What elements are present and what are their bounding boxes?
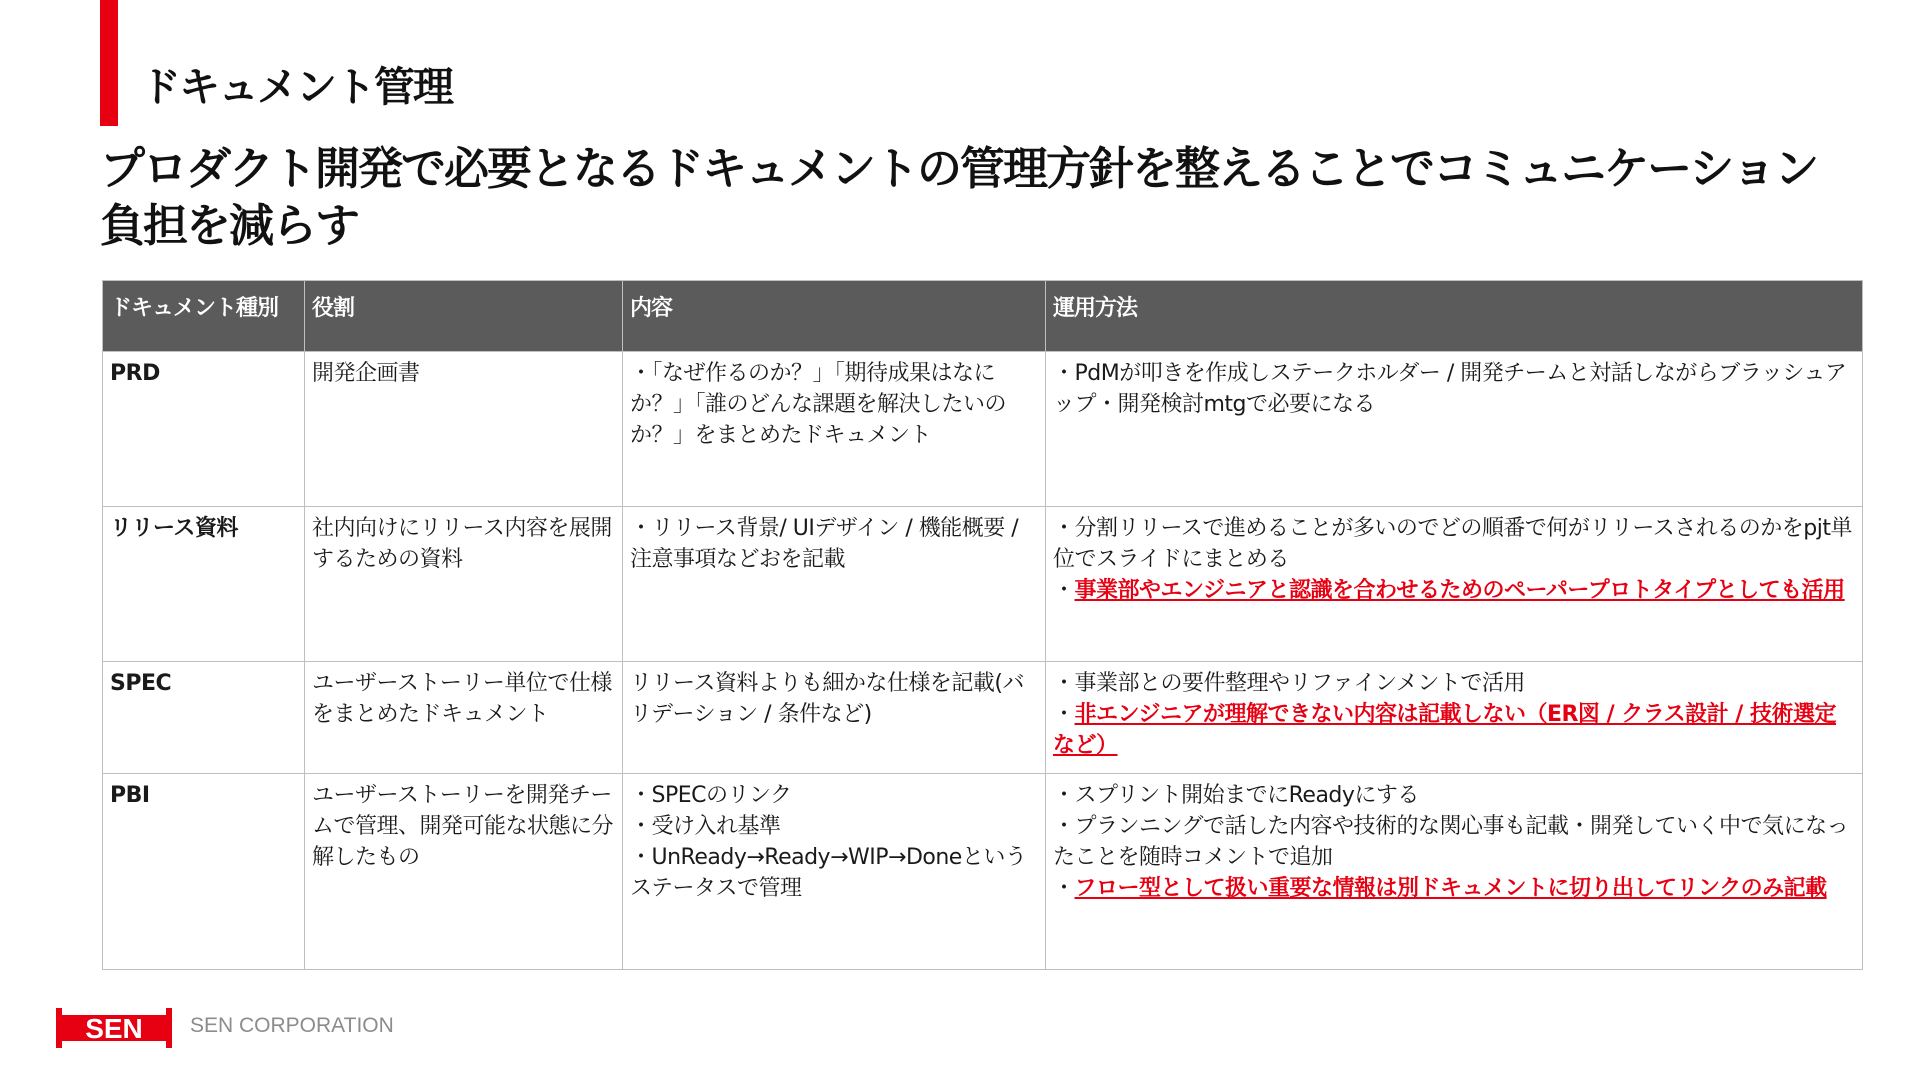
table-row-prd	[103, 352, 1863, 507]
cell-content	[623, 662, 1046, 774]
operation-line: ・スプリント開始までにReadyにする	[1053, 783, 1419, 808]
table-row-spec	[103, 662, 1863, 774]
content-line: ・SPECのリンク	[630, 783, 792, 808]
operation-highlight: フロー型として扱い重要な情報は別ドキュメントに切り出してリンクのみ記載	[1074, 876, 1827, 901]
operation-highlight: 事業部やエンジニアと認識を合わせるためのペーパープロトタイプとしても活用	[1074, 578, 1845, 603]
accent-bar	[100, 0, 118, 126]
operation-highlight-line: ・事業部やエンジニアと認識を合わせるためのペーパープロトタイプとしても活用	[1053, 578, 1845, 603]
company-name: SEN CORPORATION	[190, 1014, 394, 1037]
cell-operation	[1046, 507, 1863, 662]
content-line: ・リリース背景/ UIデザイン / 機能概要 / 注意事項などおを記載	[630, 516, 1019, 572]
table-row-pbi	[103, 774, 1863, 970]
operation-line: ・分割リリースで進めることが多いのでどの順番で何がリリースされるのかをpjt単位でスライドにまとめる	[1053, 516, 1853, 572]
cell-type: PBI	[103, 774, 305, 970]
header-content: 内容	[623, 281, 1046, 352]
cell-role: 社内向けにリリース内容を展開するための資料	[305, 507, 623, 662]
cell-content	[623, 507, 1046, 662]
cell-type: PRD	[103, 352, 305, 507]
logo-text: SEN	[85, 1013, 143, 1044]
document-table	[102, 280, 1863, 970]
header-operation: 運用方法	[1046, 281, 1863, 352]
content-line: ・UnReady→Ready→WIP→Doneというステータスで管理	[630, 845, 1027, 901]
cell-type: リリース資料	[103, 507, 305, 662]
content-line: ・受け入れ基準	[630, 814, 781, 839]
operation-line: ・PdMが叩きを作成しステークホルダー / 開発チームと対話しながらブラッシュアップ・開発検討mtgで必要になる	[1053, 361, 1847, 417]
sen-logo	[56, 1008, 172, 1048]
operation-highlight-line: ・非エンジニアが理解できない内容は記載しない（ER図 / クラス設計 / 技術選定など）	[1053, 702, 1836, 758]
cell-role: ユーザーストーリー単位で仕様をまとめたドキュメント	[305, 662, 623, 774]
operation-line: ・プランニングで話した内容や技術的な関心事も記載・開発していく中で気になったことを随時コメントで追加	[1053, 814, 1849, 870]
table-row-release	[103, 507, 1863, 662]
header-role: 役割	[305, 281, 623, 352]
table-header-row	[103, 281, 1863, 352]
content-line: ・「なぜ作るのか？」「期待成果はなにか？」「誰のどんな課題を解決したいのか？」をまとめたドキュメント	[630, 361, 1007, 448]
cell-content	[623, 774, 1046, 970]
cell-role: ユーザーストーリーを開発チームで管理、開発可能な状態に分解したもの	[305, 774, 623, 970]
cell-operation	[1046, 774, 1863, 970]
operation-line: ・事業部との要件整理やリファインメントで活用	[1053, 671, 1525, 696]
cell-operation	[1046, 352, 1863, 507]
cell-operation	[1046, 662, 1863, 774]
operation-highlight-line: ・フロー型として扱い重要な情報は別ドキュメントに切り出してリンクのみ記載	[1053, 876, 1827, 901]
header-type: ドキュメント種別	[103, 281, 305, 352]
headline: プロダクト開発で必要となるドキュメントの管理方針を整えることでコミュニケーション負担を減らす	[100, 142, 1818, 252]
section-title: ドキュメント管理	[140, 63, 452, 111]
content-line: リリース資料よりも細かな仕様を記載(バリデーション / 条件など)	[630, 671, 1024, 727]
operation-highlight: 非エンジニアが理解できない内容は記載しない（ER図 / クラス設計 / 技術選定など）	[1053, 702, 1836, 758]
cell-role: 開発企画書	[305, 352, 623, 507]
cell-type: SPEC	[103, 662, 305, 774]
cell-content	[623, 352, 1046, 507]
